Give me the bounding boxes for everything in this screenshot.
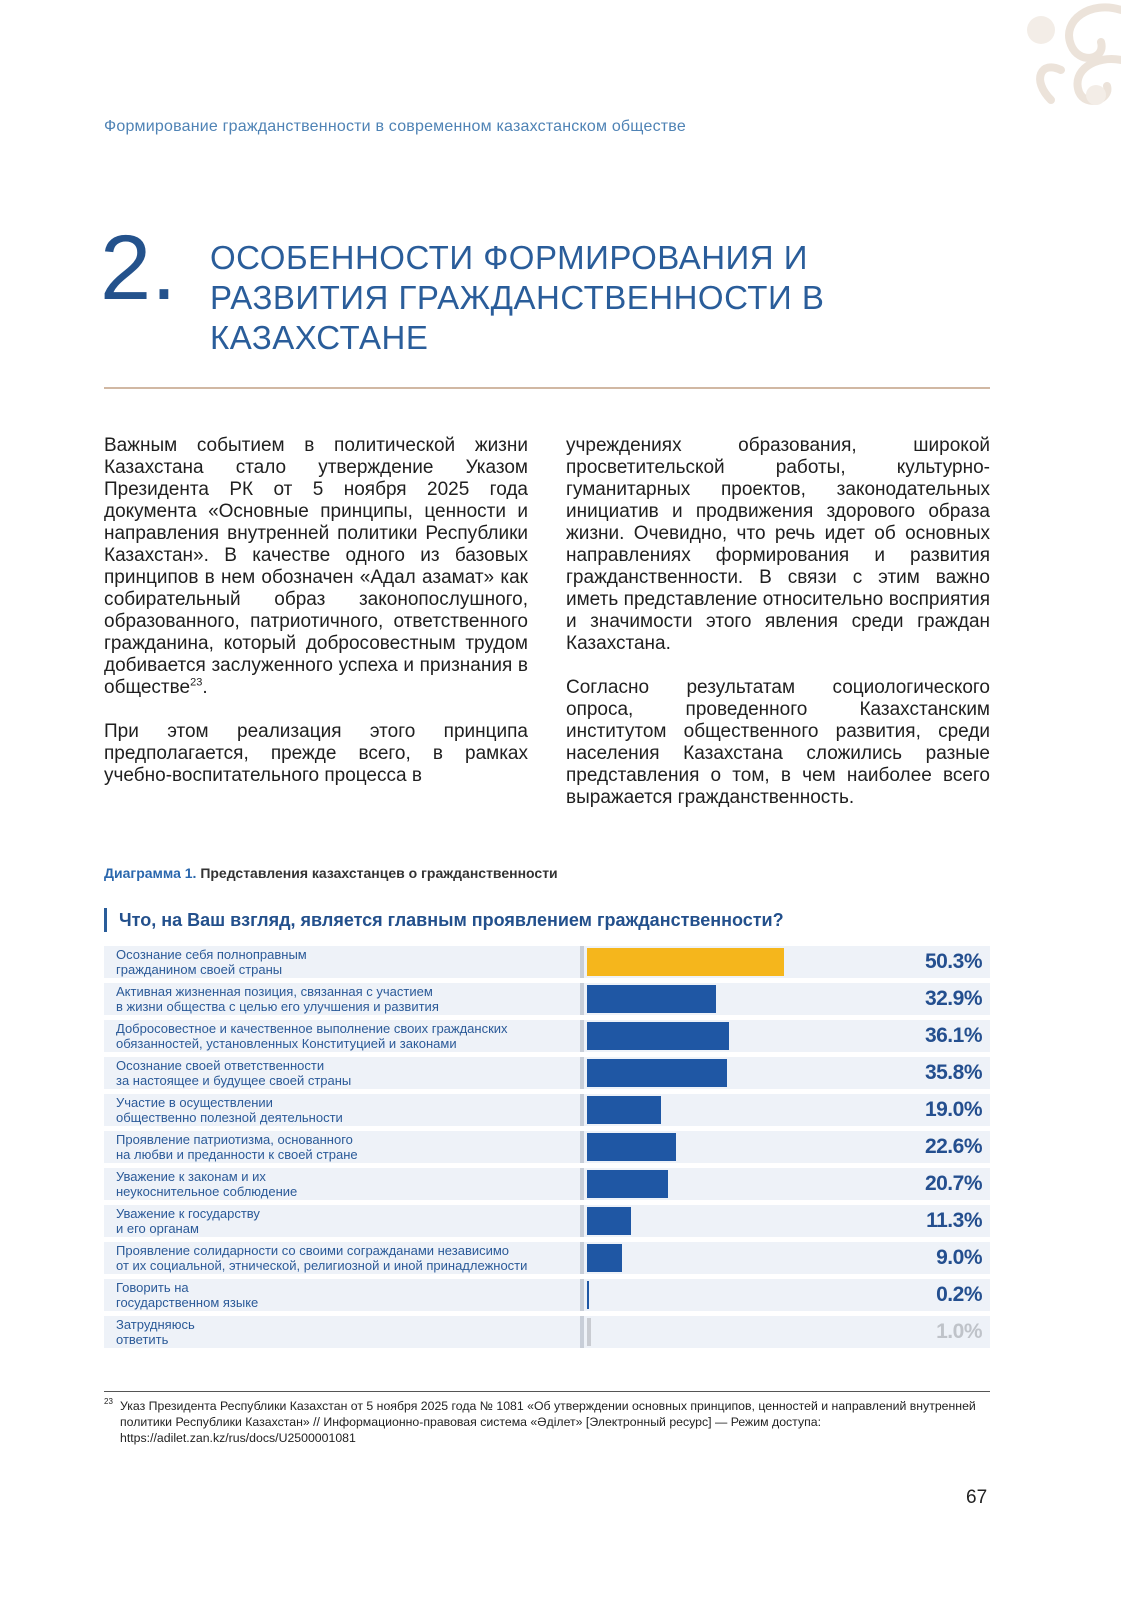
value-label: 20.7% [924,1172,982,1195]
chart-row [104,1242,990,1274]
corner-ornament-icon [921,0,1121,110]
bar [587,1022,729,1050]
axis-segment [580,1020,584,1052]
axis-segment [580,1279,584,1311]
bar [587,1318,591,1346]
category-label: Уважение к законам и их неукоснительное соблюдение [116,1169,298,1199]
category-label: Затрудняюсь ответить [116,1317,195,1347]
chart-row [104,1131,990,1163]
paragraph-text: Важным событием в политической жизни Казахстана стало утверждение Указом Президента РК от 5 ноября 2025 года документа «Основные принципы, ценности и направления внутренней политики Республики Казахстан». В качестве одного из базовых принципов в нем обозначен «Адал азамат» как собирательный образ законопослушного, образованного, патриотичного, ответственного гражданина, который добросовестным трудом добивается заслуженного успеха и признания в обществе [104,435,528,698]
category-label: Активная жизненная позиция, связанная с участием в жизни общества с целью его улучшения и развития [116,984,439,1014]
chart-row [104,1279,990,1311]
footnote-divider [104,1391,990,1392]
category-label: Участие в осуществлении общественно полезной деятельности [116,1095,343,1125]
axis-segment [580,983,584,1015]
value-label: 36.1% [924,1024,982,1047]
chart-row [104,946,990,978]
body-column-left [104,435,528,809]
axis-segment [580,1131,584,1163]
body-column-right [566,435,990,831]
chart-row [104,1020,990,1052]
chart-row [104,1316,990,1348]
axis-segment [580,1242,584,1274]
value-label: 0.2% [936,1283,982,1306]
running-header: Формирование гражданственности в современном казахстанском обществе [104,118,686,135]
value-label: 50.3% [924,950,982,973]
footnote-ref[interactable]: 23 [190,676,203,689]
diagram-label: Диаграмма 1. [104,865,197,881]
category-label: Добросовестное и качественное выполнение своих гражданских обязанностей, установленных Конституцией и законами [116,1021,508,1051]
category-label: Проявление солидарности со своими согражданами независимо от их социальной, этнической, религиозной и иной принадлежности [116,1243,528,1273]
value-label: 11.3% [926,1209,982,1232]
diagram-caption [104,865,558,881]
chart-row [104,1094,990,1126]
value-label: 22.6% [924,1135,982,1158]
bar-chart [104,946,990,1360]
footnote [104,1398,988,1446]
paragraph: учреждениях образования, широкой просветительской работы, культурно-гуманитарных проектов, законодательных инициатив и продвижения здорового образа жизни. Очевидно, что речь идет об основных направлениях формирования и развития гражданственности. В связи с этим важно иметь представление относительно восприятия и значимости этого явления среди граждан Казахстана. [566,435,990,654]
axis-segment [580,946,584,978]
chart-title: Что, на Ваш взгляд, является главным проявлением гражданственности? [104,908,784,932]
bar [587,1096,661,1124]
page-number: 67 [966,1487,988,1508]
axis-segment [580,1316,584,1348]
diagram-caption-text: Представления казахстанцев о гражданственности [200,865,558,881]
bar [587,1059,727,1087]
paragraph-end: . [202,677,208,698]
category-label: Осознание себя полноправным гражданином своей страны [116,947,307,977]
category-label: Уважение к государству и его органам [116,1206,260,1236]
chart-row [104,1057,990,1089]
category-label: Проявление патриотизма, основанного на любви и преданности к своей стране [116,1132,358,1162]
chart-row [104,1205,990,1237]
chart-row [104,1168,990,1200]
value-label: 32.9% [924,987,982,1010]
footnote-text: Указ Президента Республики Казахстан от 5 ноября 2025 года № 1081 «Об утверждении основных принципов, ценностей и направлений внутренней политики Республики Казахстан» // Информационно-правовая система «Әділет» [Электронный ресурс] — Режим доступа: https://adilet.zan.kz/rus/docs/U2500001081 [120,1399,976,1445]
bar [587,948,784,976]
paragraph: При этом реализация этого принципа предполагается, прежде всего, в рамках учебно-воспитательного процесса в [104,721,528,786]
axis-segment [580,1094,584,1126]
paragraph [104,435,528,699]
axis-segment [580,1205,584,1237]
bar [587,1281,589,1309]
chart-row [104,983,990,1015]
category-label: Осознание своей ответственности за настоящее и будущее своей страны [116,1058,352,1088]
title-divider [104,387,990,389]
axis-segment [580,1168,584,1200]
value-label: 19.0% [924,1098,982,1121]
value-label: 9.0% [936,1246,982,1269]
paragraph: Согласно результатам социологического опроса, проведенного Казахстанским институтом общественного развития, среди населения Казахстана сложились разные представления о том, в чем наиболее всего выражается гражданственность. [566,677,990,808]
chapter-number: 2. [100,217,177,319]
axis-segment [580,1057,584,1089]
value-label: 1.0% [936,1320,982,1343]
category-label: Говорить на государственном языке [116,1280,259,1310]
bar [587,1207,631,1235]
bar [587,1170,668,1198]
bar [587,985,716,1013]
footnote-number: 23 [104,1397,113,1406]
bar [587,1133,676,1161]
bar [587,1244,622,1272]
value-label: 35.8% [924,1061,982,1084]
chapter-title: ОСОБЕННОСТИ ФОРМИРОВАНИЯ И РАЗВИТИЯ ГРАЖДАНСТВЕННОСТИ В КАЗАХСТАНЕ [210,239,825,356]
